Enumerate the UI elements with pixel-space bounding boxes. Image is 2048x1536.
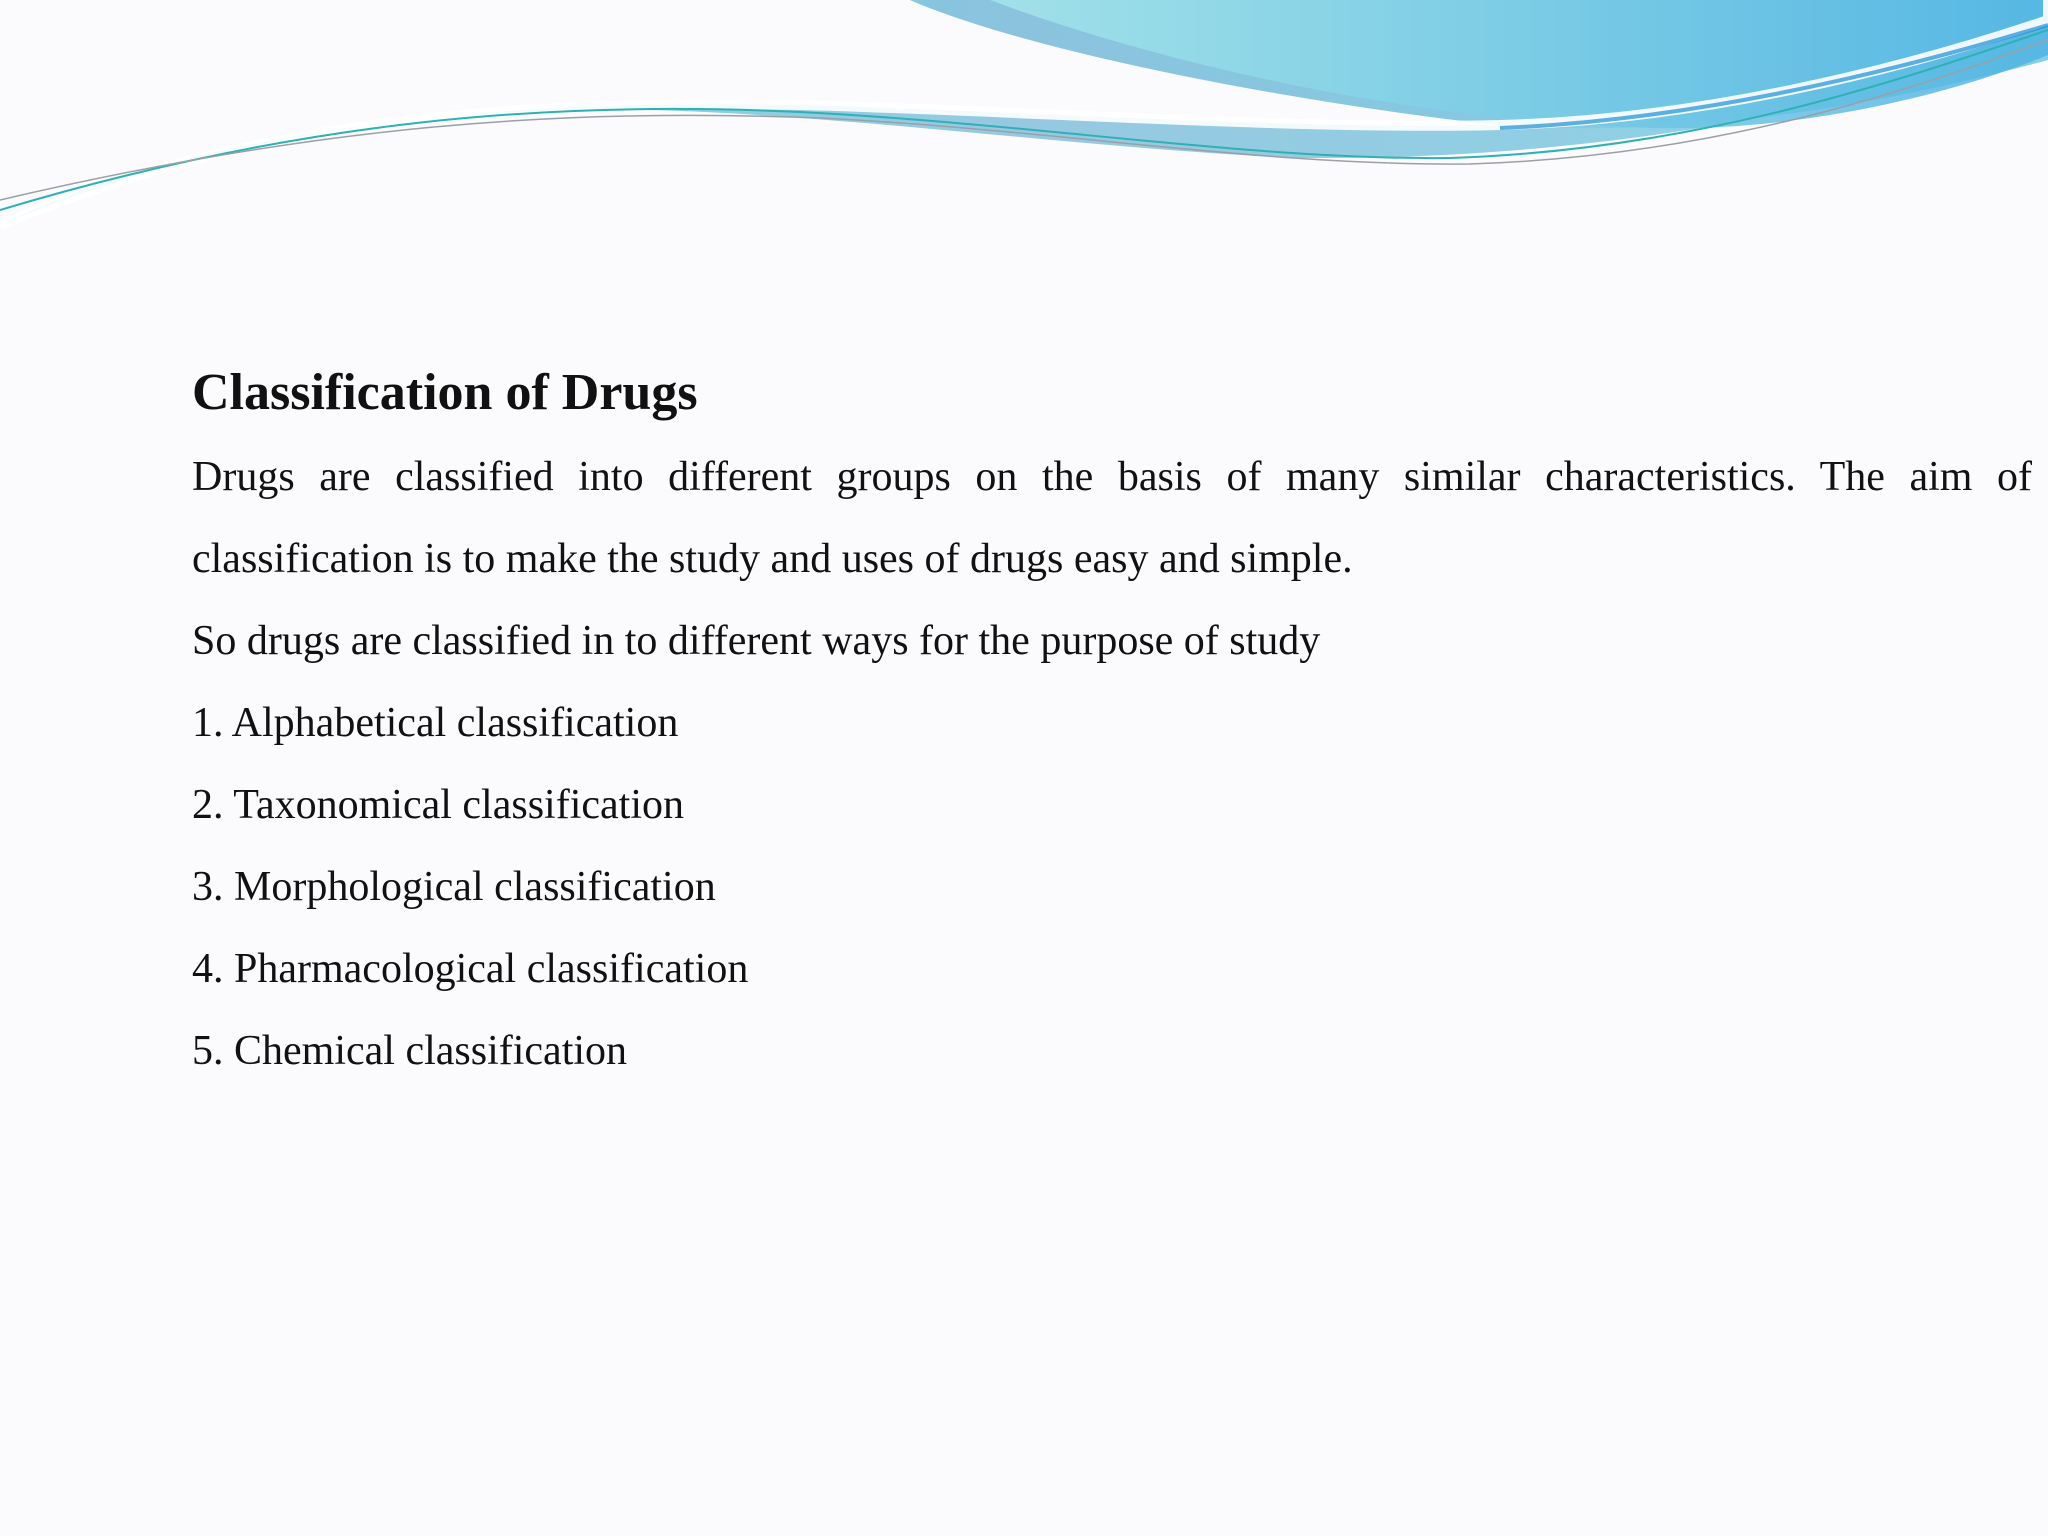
slide-title: Classification of Drugs — [192, 364, 698, 421]
slide-paragraph: Drugs are classified into different groups on the basis of many similar characteristics. The aim of classification is to make the study and uses of drugs easy and simple. — [192, 454, 2032, 582]
header-wave-decoration — [0, 0, 2048, 240]
classification-item-alphabetical: 1. Alphabetical classification — [192, 700, 679, 746]
classification-item-chemical: 5. Chemical classification — [192, 1028, 628, 1074]
classification-item-morphological: 3. Morphological classification — [192, 864, 716, 910]
classification-item-taxonomical: 2. Taxonomical classification — [192, 782, 684, 828]
classification-item-pharmacological: 4. Pharmacological classification — [192, 946, 749, 992]
slide-intro-line: So drugs are classified in to different ways for the purpose of study — [192, 618, 1321, 664]
slide-content — [192, 350, 2032, 1092]
classification-list — [192, 682, 2032, 1092]
